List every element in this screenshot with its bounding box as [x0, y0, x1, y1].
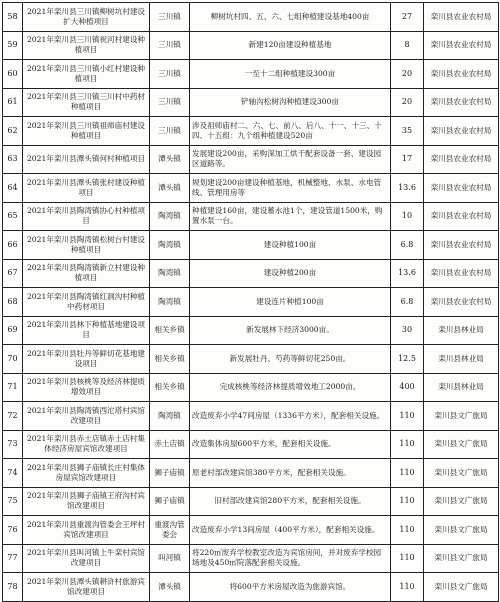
project-name: 2021年栾川县林下种植基地建设项目	[23, 316, 150, 345]
town-name: 三川镇	[150, 60, 190, 89]
project-name: 2021年栾川县陶湾镇红洞沟村种植中药材项目	[23, 288, 150, 317]
table-row	[3, 402, 499, 431]
table-row	[3, 573, 499, 602]
table-row	[3, 31, 499, 60]
project-name: 2021年栾川县潭头镇张村建设种植项目	[23, 174, 150, 203]
construction-content: 建设连片种植100亩	[190, 288, 391, 317]
project-name: 2021年栾川县三川镇祖师庙村建设种植项目	[23, 117, 150, 146]
construction-content: 改造废弃小学47间房屋（1336平方米），配套相关设施。	[190, 402, 391, 431]
project-name: 2021年栾川县狮子庙镇长庄村集体房屋宾馆改建项目	[23, 459, 150, 488]
construction-content: 建设种植100亩	[190, 231, 391, 260]
project-name: 2021年栾川县赤土店镇赤土店村集体经济房屋宾馆改建项目	[23, 430, 150, 459]
town-name: 潭头镇	[150, 573, 190, 602]
responsible-department: 栾川县农业农村局	[424, 60, 499, 89]
town-name: 重渡沟管委会	[150, 516, 190, 545]
town-name: 三川镇	[150, 117, 190, 146]
responsible-department: 栾川县农业农村局	[424, 259, 499, 288]
funding-amount: 30	[391, 316, 424, 345]
funding-amount: 20	[391, 60, 424, 89]
project-name: 2021年栾川县三川镇祝河村建设种植项目	[23, 31, 150, 60]
town-name: 叫河镇	[150, 544, 190, 573]
construction-content: 新建120亩建设种植基地	[190, 31, 391, 60]
row-number: 68	[3, 288, 23, 317]
row-number: 66	[3, 231, 23, 260]
project-name: 2021年栾川县三川镇小红村建设种植项目	[23, 60, 150, 89]
project-name: 2021年栾川县牡丹等鲜切花基地建设项目	[23, 345, 150, 374]
table-row	[3, 288, 499, 317]
construction-content: 旧村部改建宾馆280平方米，配套相关设施。	[190, 487, 391, 516]
funding-amount: 110	[391, 402, 424, 431]
town-name: 相关乡镇	[150, 373, 190, 402]
project-name: 2021年栾川县狮子庙镇王府沟村宾馆改建项目	[23, 487, 150, 516]
row-number: 75	[3, 487, 23, 516]
funding-amount: 110	[391, 430, 424, 459]
town-name: 潭头镇	[150, 174, 190, 203]
table-row	[3, 345, 499, 374]
town-name: 陶湾镇	[150, 259, 190, 288]
row-number: 70	[3, 345, 23, 374]
responsible-department: 栾川县农业农村局	[424, 31, 499, 60]
table-row	[3, 117, 499, 146]
funding-amount: 13.6	[391, 174, 424, 203]
responsible-department: 栾川县文广旅局	[424, 573, 499, 602]
responsible-department: 栾川县文广旅局	[424, 459, 499, 488]
town-name: 潭头镇	[150, 145, 190, 174]
row-number: 65	[3, 202, 23, 231]
project-name: 2021年栾川县叫河镇上牛栾村宾馆改建项目	[23, 544, 150, 573]
responsible-department: 栾川县农业农村局	[424, 3, 499, 32]
row-number: 73	[3, 430, 23, 459]
funding-amount: 110	[391, 573, 424, 602]
responsible-department: 栾川县农业农村局	[424, 288, 499, 317]
town-name: 陶湾镇	[150, 202, 190, 231]
responsible-department: 栾川县林业局	[424, 345, 499, 374]
construction-content: 改造集体房屋600平方米，配套相关设施。	[190, 430, 391, 459]
construction-content: 将220㎡废弃学校教室改造为宾馆房间，并对废弃学校园场地及450㎡院落配套相关设施。	[190, 544, 391, 573]
funding-amount: 27	[391, 3, 424, 32]
responsible-department: 栾川县农业农村局	[424, 202, 499, 231]
funding-amount: 6.8	[391, 288, 424, 317]
construction-content: 将600平方米房屋改造为旅游宾馆。	[190, 573, 391, 602]
table-row	[3, 60, 499, 89]
responsible-department: 栾川县文广旅局	[424, 544, 499, 573]
funding-amount: 400	[391, 373, 424, 402]
responsible-department: 栾川县文广旅局	[424, 402, 499, 431]
table-row	[3, 145, 499, 174]
table-row	[3, 373, 499, 402]
construction-content: 柳树坑村四、五、六、七组种植建设基地400亩	[190, 3, 391, 32]
row-number: 67	[3, 259, 23, 288]
project-table	[2, 2, 499, 602]
table-row	[3, 231, 499, 260]
funding-amount: 35	[391, 117, 424, 146]
row-number: 60	[3, 60, 23, 89]
row-number: 58	[3, 3, 23, 32]
town-name: 三川镇	[150, 3, 190, 32]
row-number: 61	[3, 88, 23, 117]
project-name: 2021年栾川县陶湾镇协心村种植项目	[23, 202, 150, 231]
town-name: 狮子庙镇	[150, 487, 190, 516]
funding-amount: 110	[391, 459, 424, 488]
construction-content: 完成核桃等经济林提质增效地工2000亩。	[190, 373, 391, 402]
town-name: 相关乡镇	[150, 345, 190, 374]
table-row	[3, 316, 499, 345]
table-row	[3, 3, 499, 32]
responsible-department: 栾川县农业农村局	[424, 231, 499, 260]
responsible-department: 栾川县林业局	[424, 316, 499, 345]
project-name: 2021年栾川县核桃等及经济林提质增效项目	[23, 373, 150, 402]
construction-content: 一至十二组种植建设300亩	[190, 60, 391, 89]
town-name: 狮子庙镇	[150, 459, 190, 488]
town-name: 三川镇	[150, 88, 190, 117]
responsible-department: 栾川县农业农村局	[424, 174, 499, 203]
funding-amount: 10	[391, 202, 424, 231]
town-name: 相关乡镇	[150, 316, 190, 345]
responsible-department: 栾川县文广旅局	[424, 487, 499, 516]
funding-amount: 110	[391, 544, 424, 573]
row-number: 78	[3, 573, 23, 602]
construction-content: 发展建设200亩，采购深加工烘干配套设备一套、建设园区道路等。	[190, 145, 391, 174]
project-name: 2021年栾川县三川镇柳树坑村建设扩大种植项目	[23, 3, 150, 32]
row-number: 63	[3, 145, 23, 174]
funding-amount: 6.8	[391, 231, 424, 260]
town-name: 赤土店镇	[150, 430, 190, 459]
project-name: 2021年栾川县三川镇三川村中药材种植项目	[23, 88, 150, 117]
table-row	[3, 259, 499, 288]
project-name: 2021年栾川县重渡沟管委会王坪村宾馆改建项目	[23, 516, 150, 545]
row-number: 76	[3, 516, 23, 545]
table-row	[3, 544, 499, 573]
row-number: 71	[3, 373, 23, 402]
funding-amount: 13.6	[391, 259, 424, 288]
funding-amount: 17	[391, 145, 424, 174]
funding-amount: 12.5	[391, 345, 424, 374]
table-row	[3, 516, 499, 545]
funding-amount: 8	[391, 31, 424, 60]
construction-content: 改造废弃小学13间房屋（400平方米），配套相关设施。	[190, 516, 391, 545]
funding-amount: 110	[391, 487, 424, 516]
funding-amount: 20	[391, 88, 424, 117]
construction-content: 建设种植200亩	[190, 259, 391, 288]
project-name: 2021年栾川县潭头镇何村种植项目	[23, 145, 150, 174]
row-number: 64	[3, 174, 23, 203]
responsible-department: 栾川县文广旅局	[424, 430, 499, 459]
table-row	[3, 487, 499, 516]
construction-content: 铲轴沟松树沟种植建设300亩	[190, 88, 391, 117]
row-number: 74	[3, 459, 23, 488]
row-number: 77	[3, 544, 23, 573]
row-number: 72	[3, 402, 23, 431]
responsible-department: 栾川县林业局	[424, 373, 499, 402]
construction-content: 规划建设200亩建设种植基地，机械整地、水泵、水电管线、管理用房等	[190, 174, 391, 203]
construction-content: 新发展林下经济3000亩。	[190, 316, 391, 345]
table-row	[3, 88, 499, 117]
project-name: 2021年栾川县陶湾镇新立村建设种植项目	[23, 259, 150, 288]
construction-content: 涉及祖师庙村二、六、七、前八、后八、十一、十三、十四、十五组：九个组种植建设520亩	[190, 117, 391, 146]
table-row	[3, 459, 499, 488]
town-name: 三川镇	[150, 31, 190, 60]
responsible-department: 栾川县农业农村局	[424, 117, 499, 146]
construction-content: 原老村部改建宾馆380平方米，配套相关设施。	[190, 459, 391, 488]
table-row	[3, 202, 499, 231]
responsible-department: 栾川县农业农村局	[424, 88, 499, 117]
project-name: 2021年栾川县陶湾镇松树台村建设种植项目	[23, 231, 150, 260]
responsible-department: 栾川县文广旅局	[424, 516, 499, 545]
funding-amount: 110	[391, 516, 424, 545]
town-name: 陶湾镇	[150, 231, 190, 260]
town-name: 陶湾镇	[150, 402, 190, 431]
table-row	[3, 174, 499, 203]
project-name: 2021年栾川县潭头镇耕浒村旅游宾馆改建项目	[23, 573, 150, 602]
town-name: 陶湾镇	[150, 288, 190, 317]
project-name: 2021年栾川县陶湾镇西沱塔村宾馆改建项目	[23, 402, 150, 431]
table-row	[3, 430, 499, 459]
responsible-department: 栾川县农业农村局	[424, 145, 499, 174]
construction-content: 新发展牡丹、芍药等鲜切花250亩。	[190, 345, 391, 374]
project-table-body	[3, 3, 499, 602]
row-number: 59	[3, 31, 23, 60]
row-number: 62	[3, 117, 23, 146]
construction-content: 种植建设160亩，建设蓄水池1个，建设管道1500米，购置水泵一台。	[190, 202, 391, 231]
row-number: 69	[3, 316, 23, 345]
